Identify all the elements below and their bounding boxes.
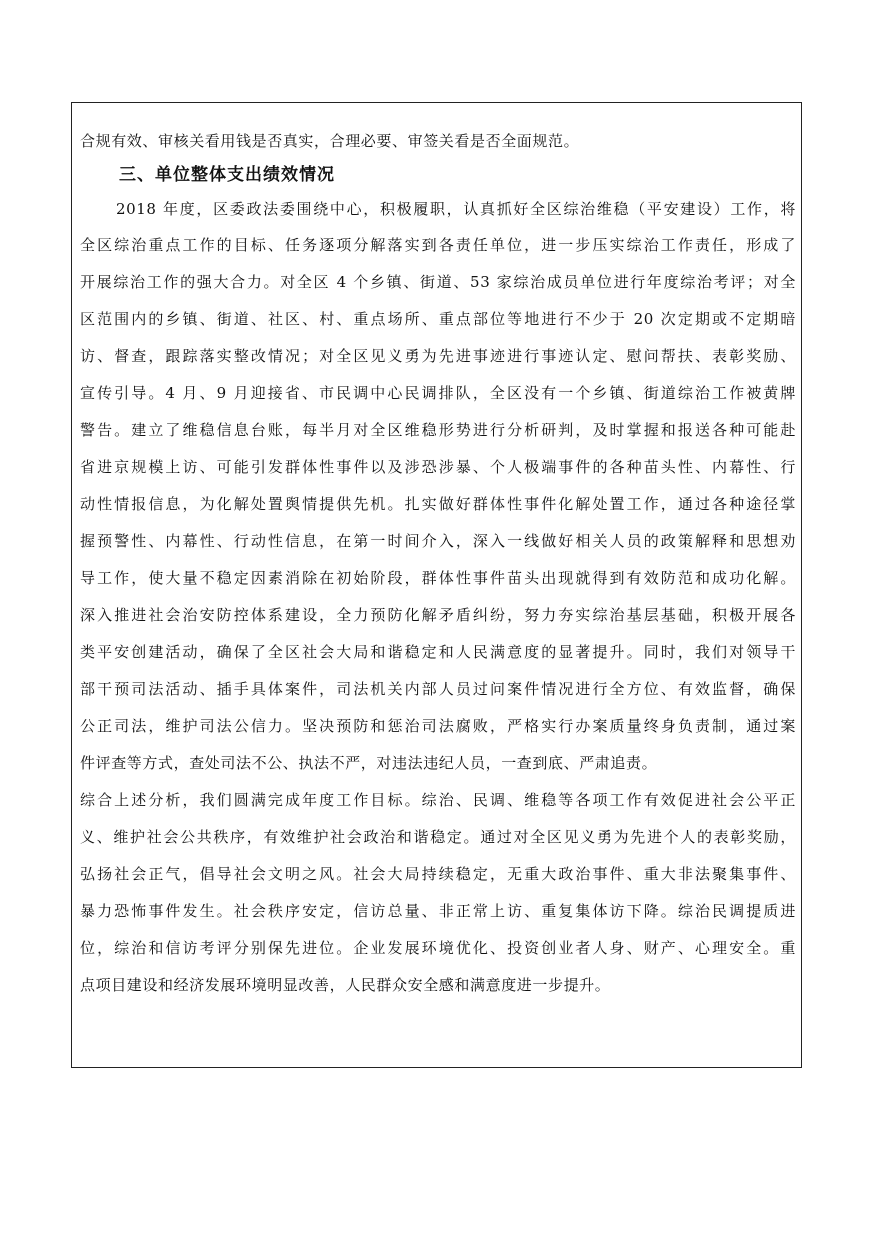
paragraph-1-line-12: 深入推进社会治安防控体系建设，全力预防化解矛盾纠纷，努力夯实综治基层基础，积极开展各: [80, 606, 796, 624]
paragraph-1-line-1: 2018 年度，区委政法委围绕中心，积极履职，认真抓好全区综治维稳（平安建设）工作，将: [116, 200, 796, 218]
paragraph-1-line-7: 警告。建立了维稳信息台账，每半月对全区维稳形势进行分析研判，及时掌握和报送各种可能赴: [80, 421, 796, 439]
paragraph-1-line-14: 部干预司法活动、插手具体案件，司法机关内部人员过问案件情况进行全方位、有效监督，确保: [80, 680, 796, 698]
paragraph-1-line-6: 宣传引导。4 月、9 月迎接省、市民调中心民调排队，全区没有一个乡镇、街道综治工作被黄牌: [80, 384, 796, 402]
paragraph-2-line-6: 点项目建设和经济发展环境明显改善，人民群众安全感和满意度进一步提升。: [80, 976, 611, 994]
text-line-1: 合规有效、审核关看用钱是否真实，合理必要、审签关看是否全面规范。: [80, 132, 580, 150]
paragraph-1-line-5: 访、督查，跟踪落实整改情况；对全区见义勇为先进事迹进行事迹认定、慰问帮扶、表彰奖励、: [80, 347, 796, 365]
paragraph-1-line-4: 区范围内的乡镇、街道、社区、村、重点场所、重点部位等地进行不少于 20 次定期或不定期暗: [80, 310, 796, 328]
paragraph-1-line-11: 导工作，使大量不稳定因素消除在初始阶段，群体性事件苗头出现就得到有效防范和成功化解。: [80, 569, 796, 587]
paragraph-2-line-2: 义、维护社会公共秩序，有效维护社会政治和谐稳定。通过对全区见义勇为先进个人的表彰奖励，: [80, 828, 796, 846]
paragraph-1-line-9: 动性情报信息，为化解处置舆情提供先机。扎实做好群体性事件化解处置工作，通过各种途径掌: [80, 495, 796, 513]
paragraph-1-line-13: 类平安创建活动，确保了全区社会大局和谐稳定和人民满意度的显著提升。同时，我们对领导干: [80, 643, 796, 661]
paragraph-1-line-2: 全区综治重点工作的目标、任务逐项分解落实到各责任单位，进一步压实综治工作责任，形成了: [80, 236, 796, 254]
paragraph-2-line-4: 暴力恐怖事件发生。社会秩序安定，信访总量、非正常上访、重复集体访下降。综治民调提质进: [80, 902, 796, 920]
paragraph-2-line-5: 位，综治和信访考评分别保先进位。企业发展环境优化、投资创业者人身、财产、心理安全。重: [80, 939, 796, 957]
paragraph-1-line-15: 公正司法，维护司法公信力。坚决预防和惩治司法腐败，严格实行办案质量终身负责制，通过案: [80, 717, 796, 735]
paragraph-2-line-1: 综合上述分析，我们圆满完成年度工作目标。综治、民调、维稳等各项工作有效促进社会公平正: [80, 791, 796, 809]
paragraph-1-line-10: 握预警性、内幕性、行动性信息，在第一时间介入，深入一线做好相关人员的政策解释和思想劝: [80, 532, 796, 550]
paragraph-2-line-3: 弘扬社会正气，倡导社会文明之风。社会大局持续稳定，无重大政治事件、重大非法聚集事件、: [80, 865, 796, 883]
section-heading: 三、单位整体支出绩效情况: [119, 165, 335, 185]
paragraph-1-line-8: 省进京规模上访、可能引发群体性事件以及涉恐涉暴、个人极端事件的各种苗头性、内幕性、行: [80, 458, 796, 476]
paragraph-1-line-16: 件评查等方式，查处司法不公、执法不严，对违法违纪人员，一查到底、严肃追责。: [80, 754, 658, 772]
paragraph-1-line-3: 开展综治工作的强大合力。对全区 4 个乡镇、街道、53 家综治成员单位进行年度综治考评；对全: [80, 273, 796, 291]
